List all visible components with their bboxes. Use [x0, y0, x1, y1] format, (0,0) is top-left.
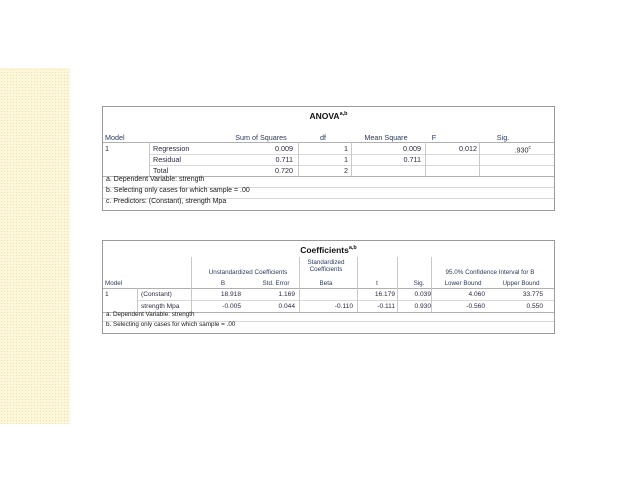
cell-df: 2 [344, 166, 348, 175]
header-df: df [320, 133, 326, 142]
cell-t: 16.179 [374, 291, 395, 298]
header-unstandardized-coefficients: Unstandardized Coefficients [208, 269, 288, 276]
header-sig: Sig. [413, 280, 425, 287]
coefficients-footnote-b: b. Selecting only cases for which sample = .00 [106, 321, 236, 328]
header-model: Model [105, 280, 123, 287]
model-number: 1 [105, 291, 109, 298]
header-f: F [431, 133, 437, 142]
header-model: Model [105, 133, 125, 142]
coefficients-row-constant [103, 289, 554, 300]
cell-lower-bound: 4.060 [468, 291, 485, 298]
cell-b: -0.005 [222, 303, 241, 310]
anova-footnote-b: b. Selecting only cases for which sample = .00 [106, 187, 250, 194]
model-number: 1 [105, 144, 109, 153]
cell-b: 18.918 [220, 291, 241, 298]
header-standardized: Standardized [307, 259, 345, 266]
cell-lower-bound: -0.560 [466, 303, 485, 310]
anova-row-total [103, 165, 554, 176]
header-std-error: Std. Error [262, 280, 290, 287]
anova-row-residual [103, 154, 554, 165]
header-t: t [376, 280, 378, 287]
cell-sig: .930$^c$ [514, 145, 531, 155]
header-confidence-interval: 95.0% Confidence Interval for B [445, 269, 535, 276]
row-label: Regression [153, 144, 190, 153]
cell-ss: 0.720 [275, 166, 293, 175]
header-beta: Beta [319, 280, 333, 287]
coefficients-footnote-a: a. Dependent Variable: strength [106, 311, 195, 318]
decorative-side-strip [0, 68, 70, 424]
anova-title: ANOVA$^{a,b}$ [309, 111, 348, 121]
coefficients-title: Coefficients$^{a,b}$ [300, 245, 357, 255]
cell-df: 1 [344, 155, 348, 164]
header-mean-square: Mean Square [364, 133, 408, 142]
cell-ms: 0.711 [403, 155, 421, 164]
header-sig: Sig. [496, 133, 510, 142]
cell-upper-bound: 33.775 [522, 291, 543, 298]
cell-std-error: 0.044 [278, 303, 295, 310]
cell-df: 1 [344, 144, 348, 153]
cell-t: -0.111 [377, 303, 395, 310]
coefficients-table [102, 240, 555, 334]
header-standardized-coefficients: Coefficients [309, 266, 343, 273]
cell-ss: 0.009 [275, 144, 293, 153]
cell-f: 0.012 [459, 144, 477, 153]
row-label: Residual [153, 155, 181, 164]
header-lower-bound: Lower Bound [444, 280, 482, 287]
header-b: B [220, 280, 226, 287]
anova-footnote-c: c. Predictors: (Constant), strength Mpa [106, 198, 227, 205]
row-label: (Constant) [141, 291, 172, 298]
anova-table [102, 106, 555, 211]
cell-beta [303, 289, 353, 300]
cell-sig: 0.930 [414, 303, 431, 310]
row-label: Total [153, 166, 169, 175]
header-sum-of-squares: Sum of Squares [235, 133, 287, 142]
anova-footnote-a: a. Dependent Variable: strength [106, 176, 205, 183]
header-upper-bound: Upper Bound [502, 280, 540, 287]
cell-ms: 0.009 [403, 144, 421, 153]
cell-ss: 0.711 [275, 155, 293, 164]
cell-upper-bound: 0.550 [526, 303, 543, 310]
cell-beta: -0.110 [334, 303, 353, 310]
row-label: strength Mpa [141, 303, 180, 310]
cell-sig: 0.039 [414, 291, 431, 298]
cell-std-error: 1.169 [278, 291, 295, 298]
anova-row-regression [103, 143, 554, 154]
